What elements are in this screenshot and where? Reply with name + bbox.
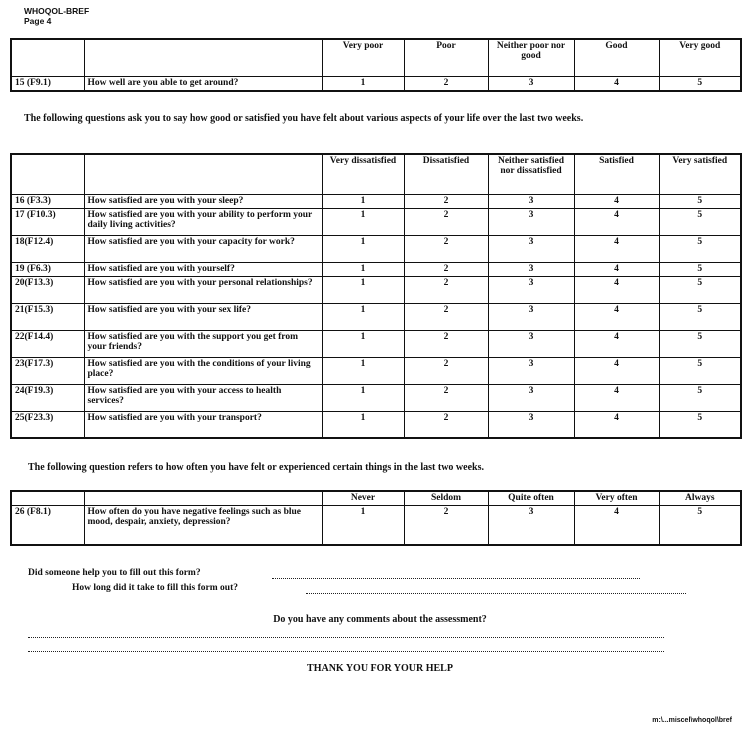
- column-header: Quite often: [488, 491, 574, 505]
- column-header: Never: [322, 491, 404, 505]
- comments-answer-line[interactable]: [28, 651, 664, 652]
- item-number: 24(F19.3): [11, 384, 84, 411]
- table-row: [11, 208, 741, 235]
- rating-option[interactable]: 4: [574, 194, 659, 208]
- rating-option[interactable]: 5: [659, 235, 741, 262]
- table-row: [11, 505, 741, 545]
- question-text: How satisfied are you with the conditions of your living place?: [84, 357, 322, 384]
- thank-you-message: THANK YOU FOR YOUR HELP: [307, 663, 453, 674]
- question-text: How satisfied are you with your personal relationships?: [84, 276, 322, 303]
- item-number: 17 (F10.3): [11, 208, 84, 235]
- table-satisfaction: [10, 153, 742, 439]
- rating-option[interactable]: 3: [488, 384, 574, 411]
- question-text: How satisfied are you with your sex life?: [84, 303, 322, 330]
- rating-option[interactable]: 5: [659, 208, 741, 235]
- rating-option[interactable]: 2: [404, 208, 488, 235]
- rating-option[interactable]: 3: [488, 303, 574, 330]
- rating-option[interactable]: 4: [574, 357, 659, 384]
- file-path: m:\...miscel\whoqol\bref: [652, 717, 732, 724]
- table-frequency: [10, 490, 742, 546]
- rating-option[interactable]: 2: [404, 76, 488, 91]
- question-text: How satisfied are you with your ability to perform your daily living activities?: [84, 208, 322, 235]
- rating-option[interactable]: 5: [659, 194, 741, 208]
- empty-cell: [11, 491, 84, 505]
- rating-option[interactable]: 3: [488, 194, 574, 208]
- table-row: [11, 330, 741, 357]
- rating-option[interactable]: 1: [322, 235, 404, 262]
- rating-option[interactable]: 1: [322, 357, 404, 384]
- empty-cell: [11, 154, 84, 194]
- column-header: Very often: [574, 491, 659, 505]
- rating-option[interactable]: 5: [659, 330, 741, 357]
- rating-option[interactable]: 2: [404, 505, 488, 545]
- empty-cell: [11, 39, 84, 76]
- column-header: Seldom: [404, 491, 488, 505]
- column-header: Always: [659, 491, 741, 505]
- column-header: Neither satisfied nor dissatisfied: [488, 154, 574, 194]
- rating-option[interactable]: 2: [404, 235, 488, 262]
- rating-option[interactable]: 1: [322, 411, 404, 438]
- column-header: Neither poor nor good: [488, 39, 574, 76]
- table-row: [11, 384, 741, 411]
- rating-option[interactable]: 2: [404, 384, 488, 411]
- rating-option[interactable]: 4: [574, 411, 659, 438]
- empty-cell: [84, 39, 322, 76]
- rating-option[interactable]: 5: [659, 357, 741, 384]
- question-text: How satisfied are you with yourself?: [84, 262, 322, 276]
- item-number: 26 (F8.1): [11, 505, 84, 545]
- rating-option[interactable]: 2: [404, 262, 488, 276]
- rating-option[interactable]: 4: [574, 76, 659, 91]
- question-text: How well are you able to get around?: [84, 76, 322, 91]
- rating-option[interactable]: 4: [574, 303, 659, 330]
- rating-option[interactable]: 3: [488, 276, 574, 303]
- rating-option[interactable]: 5: [659, 411, 741, 438]
- table-header-row: [11, 39, 741, 76]
- rating-option[interactable]: 3: [488, 76, 574, 91]
- item-number: 19 (F6.3): [11, 262, 84, 276]
- column-header: Very poor: [322, 39, 404, 76]
- item-number: 18(F12.4): [11, 235, 84, 262]
- item-number: 16 (F3.3): [11, 194, 84, 208]
- rating-option[interactable]: 5: [659, 303, 741, 330]
- time-answer-line[interactable]: [306, 593, 686, 594]
- rating-option[interactable]: 1: [322, 208, 404, 235]
- rating-option[interactable]: 4: [574, 262, 659, 276]
- table-row: [11, 235, 741, 262]
- table-header-row: [11, 491, 741, 505]
- rating-option[interactable]: 3: [488, 357, 574, 384]
- item-number: 22(F14.4): [11, 330, 84, 357]
- item-number: 25(F23.3): [11, 411, 84, 438]
- rating-option[interactable]: 2: [404, 411, 488, 438]
- item-number: 15 (F9.1): [11, 76, 84, 91]
- empty-cell: [84, 491, 322, 505]
- help-question-label: Did someone help you to fill out this form?: [28, 568, 201, 578]
- question-text: How often do you have negative feelings such as blue mood, despair, anxiety, depression?: [84, 505, 322, 545]
- rating-option[interactable]: 3: [488, 208, 574, 235]
- time-question-label: How long did it take to fill this form out?: [72, 583, 238, 593]
- question-text: How satisfied are you with your transport?: [84, 411, 322, 438]
- help-answer-line[interactable]: [272, 578, 640, 579]
- column-header: Very satisfied: [659, 154, 741, 194]
- item-number: 23(F17.3): [11, 357, 84, 384]
- column-header: Very good: [659, 39, 741, 76]
- rating-option[interactable]: 2: [404, 357, 488, 384]
- rating-option[interactable]: 2: [404, 276, 488, 303]
- table-row: [11, 76, 741, 91]
- rating-option[interactable]: 3: [488, 505, 574, 545]
- satisfaction-intro: The following questions ask you to say how good or satisfied you have felt about various aspects of your life over the last two weeks.: [24, 113, 584, 124]
- question-text: How satisfied are you with your sleep?: [84, 194, 322, 208]
- table-row: [11, 262, 741, 276]
- question-text: How satisfied are you with your capacity for work?: [84, 235, 322, 262]
- rating-option[interactable]: 5: [659, 505, 741, 545]
- question-text: How satisfied are you with the support you get from your friends?: [84, 330, 322, 357]
- column-header: Satisfied: [574, 154, 659, 194]
- table-mobility: [10, 38, 742, 92]
- rating-option[interactable]: 4: [574, 235, 659, 262]
- rating-option[interactable]: 5: [659, 76, 741, 91]
- rating-option[interactable]: 4: [574, 330, 659, 357]
- rating-option[interactable]: 1: [322, 262, 404, 276]
- question-text: How satisfied are you with your access to health services?: [84, 384, 322, 411]
- rating-option[interactable]: 4: [574, 384, 659, 411]
- item-number: 21(F15.3): [11, 303, 84, 330]
- rating-option[interactable]: 2: [404, 194, 488, 208]
- table-row: [11, 357, 741, 384]
- table-header-row: [11, 154, 741, 194]
- rating-option[interactable]: 3: [488, 411, 574, 438]
- rating-option[interactable]: 1: [322, 303, 404, 330]
- rating-option[interactable]: 2: [404, 303, 488, 330]
- rating-option[interactable]: 1: [322, 330, 404, 357]
- rating-option[interactable]: 5: [659, 262, 741, 276]
- rating-option[interactable]: 5: [659, 384, 741, 411]
- rating-option[interactable]: 3: [488, 235, 574, 262]
- table-row: [11, 411, 741, 438]
- rating-option[interactable]: 1: [322, 384, 404, 411]
- rating-option[interactable]: 3: [488, 262, 574, 276]
- rating-option[interactable]: 1: [322, 505, 404, 545]
- form-title: WHOQOL-BREF: [24, 6, 90, 16]
- table-row: [11, 276, 741, 303]
- comments-answer-line[interactable]: [28, 637, 664, 638]
- rating-option[interactable]: 1: [322, 76, 404, 91]
- rating-option[interactable]: 2: [404, 330, 488, 357]
- page-header: [24, 6, 89, 26]
- rating-option[interactable]: 4: [574, 208, 659, 235]
- page-number: Page 4: [24, 16, 52, 26]
- column-header: Very dissatisfied: [322, 154, 404, 194]
- comments-question-label: Do you have any comments about the assessment?: [273, 614, 487, 625]
- empty-cell: [84, 154, 322, 194]
- column-header: Poor: [404, 39, 488, 76]
- frequency-intro: The following question refers to how often you have felt or experienced certain things in the last two weeks.: [28, 462, 484, 473]
- rating-option[interactable]: 5: [659, 276, 741, 303]
- table-row: [11, 303, 741, 330]
- rating-option[interactable]: 4: [574, 276, 659, 303]
- column-header: Good: [574, 39, 659, 76]
- rating-option[interactable]: 4: [574, 505, 659, 545]
- item-number: 20(F13.3): [11, 276, 84, 303]
- table-row: [11, 194, 741, 208]
- rating-option[interactable]: 1: [322, 194, 404, 208]
- rating-option[interactable]: 1: [322, 276, 404, 303]
- rating-option[interactable]: 3: [488, 330, 574, 357]
- column-header: Dissatisfied: [404, 154, 488, 194]
